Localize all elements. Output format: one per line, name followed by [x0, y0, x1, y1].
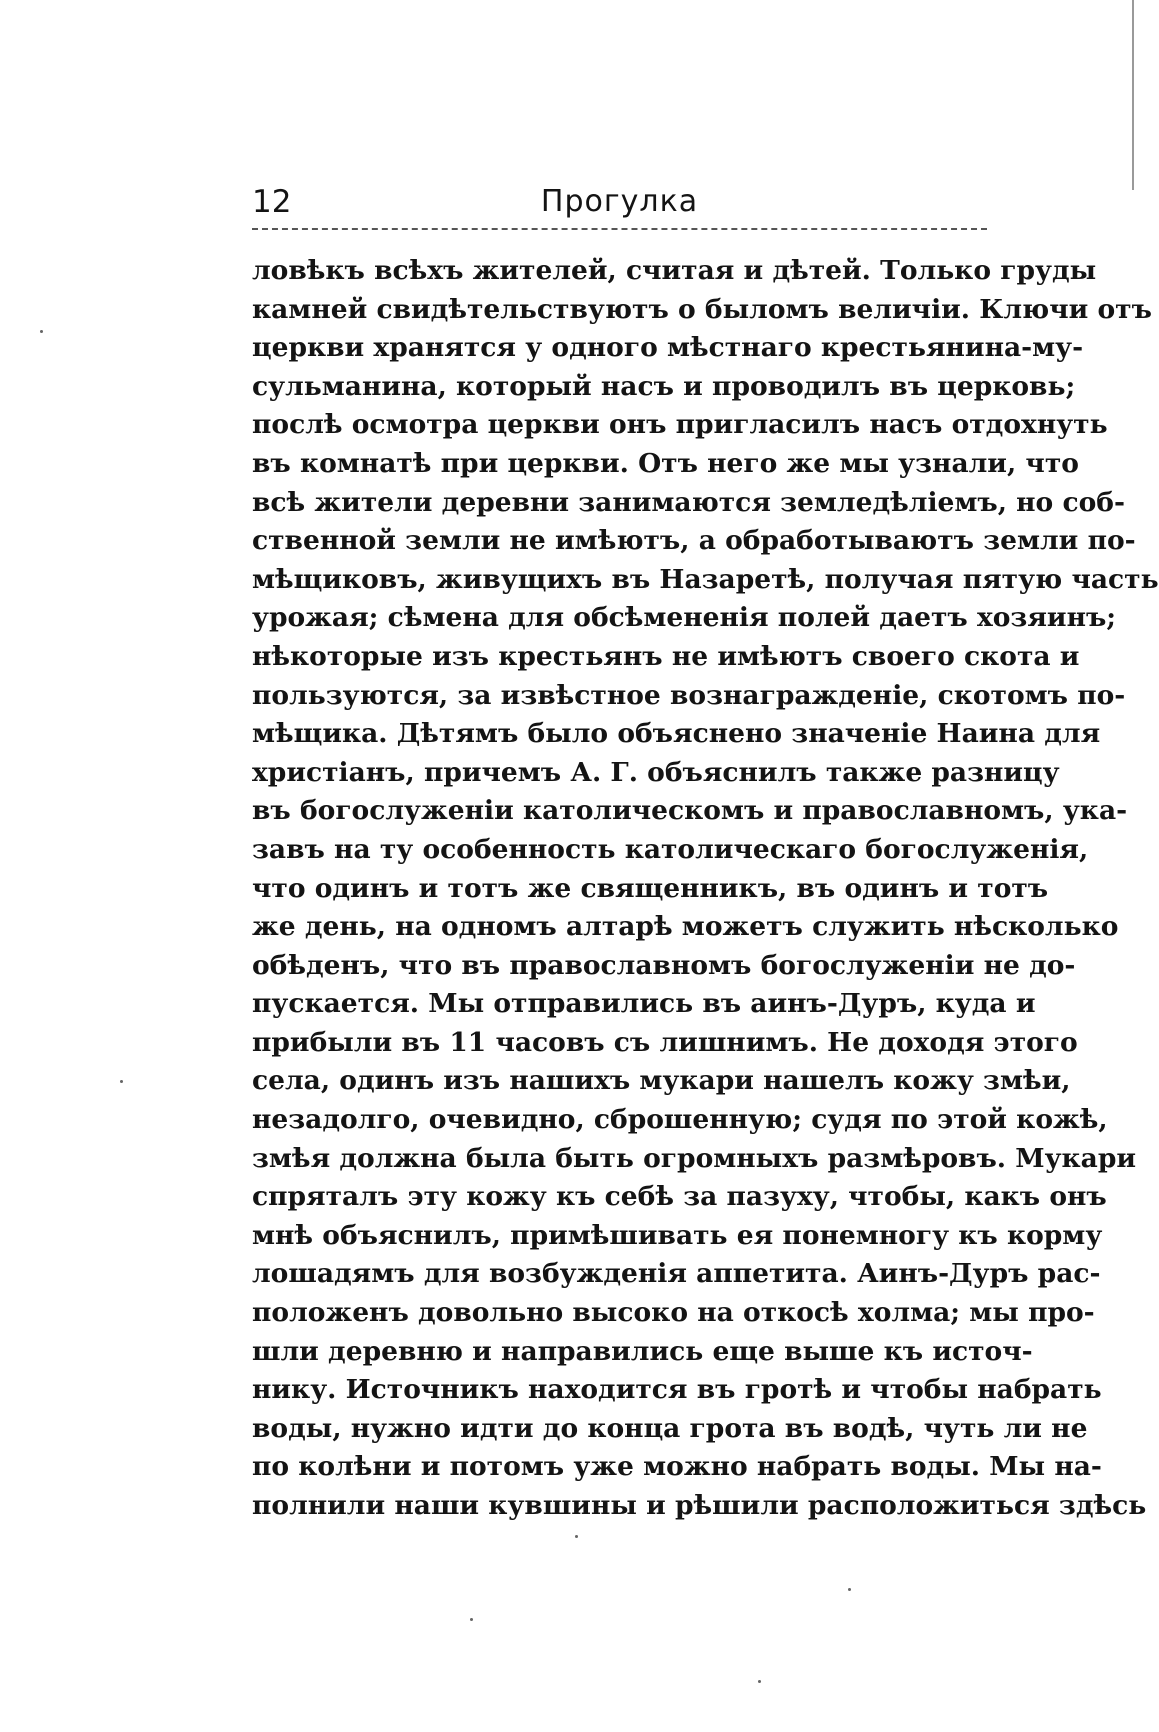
running-title: Прогулка [540, 184, 699, 219]
text-line: незадолго, очевидно, сброшенную; судя по этой кожѣ, [252, 1104, 1108, 1136]
text-line: нѣкоторые изъ крестьянъ не имѣютъ своего скота и [252, 640, 1080, 672]
text-line: мѣщиковъ, живущихъ въ Назаретѣ, получая пятую часть [252, 563, 1159, 595]
text-line: церкви хранятся у одного мѣстнаго крестьянина-му- [252, 332, 1084, 364]
scan-speck [848, 1588, 851, 1591]
text-line: лошадямъ для возбужденія аппетита. Аинъ-Дуръ рас- [252, 1258, 1101, 1290]
text-line: села, одинъ изъ нашихъ мукари нашелъ кожу змѣи, [252, 1065, 1071, 1097]
header-rule [252, 228, 987, 230]
scan-speck [470, 1618, 473, 1621]
text-line: нику. Источникъ находится въ гротѣ и чтобы набрать [252, 1374, 1102, 1406]
text-line: прибыли въ 11 часовъ съ лишнимъ. Не доходя этого [252, 1026, 1078, 1058]
text-line: что одинъ и тотъ же священникъ, въ одинъ и тотъ [252, 872, 1049, 904]
text-line: пользуются, за извѣстное вознагражденіе, скотомъ по- [252, 679, 1126, 711]
text-line: мѣщика. Дѣтямъ было объяснено значеніе Наина для [252, 718, 1101, 750]
text-line: камней свидѣтельствуютъ о быломъ величіи. Ключи отъ [252, 293, 1152, 325]
text-line: пускается. Мы отправились въ аинъ-Дуръ, куда и [252, 988, 1036, 1020]
text-line: сульманина, который насъ и проводилъ въ церковь; [252, 370, 1076, 402]
page-header [252, 180, 987, 230]
scan-speck [758, 1680, 761, 1683]
text-line: обѣденъ, что въ православномъ богослуженіи не до- [252, 949, 1076, 981]
text-line: полнили наши кувшины и рѣшили расположиться здѣсь [252, 1490, 1147, 1521]
text-line: спряталъ эту кожу къ себѣ за пазуху, чтобы, какъ онъ [252, 1181, 1107, 1213]
text-line: мнѣ объяснилъ, примѣшивать ея понемногу къ корму [252, 1219, 1103, 1251]
text-line: по колѣни и потомъ уже можно набрать воды. Мы на- [252, 1451, 1102, 1483]
text-line: завъ на ту особенность католическаго богослуженія, [252, 833, 1089, 865]
text-line: всѣ жители деревни занимаются земледѣліемъ, но соб- [252, 486, 1125, 518]
scan-speck [575, 1535, 578, 1538]
body-text [252, 252, 1159, 1526]
text-line: урожая; сѣмена для обсѣмененія полей даетъ хозяинъ; [252, 602, 1117, 634]
text-line: змѣя должна была быть огромныхъ размѣровъ. Мукари [252, 1142, 1137, 1174]
page-edge-mark [1132, 0, 1140, 190]
text-line: христіанъ, причемъ А. Г. объяснилъ также разницу [252, 756, 1060, 788]
scan-speck [40, 330, 43, 333]
text-line: ственной земли не имѣютъ, а обработываютъ земли по- [252, 525, 1136, 557]
text-line: воды, нужно идти до конца грота въ водѣ, чуть ли не [252, 1412, 1088, 1444]
text-line: въ комнатѣ при церкви. Отъ него же мы узнали, что [252, 447, 1079, 479]
text-line: ловѣкъ всѣхъ жителей, считая и дѣтей. Только груды [252, 255, 1097, 286]
text-line: же день, на одномъ алтарѣ можетъ служить нѣсколько [252, 911, 1119, 943]
text-line: шли деревню и направились еще выше къ источ- [252, 1335, 1033, 1367]
page-number: 12 [252, 184, 292, 220]
scan-speck [120, 1080, 123, 1083]
text-line: въ богослуженіи католическомъ и православномъ, ука- [252, 795, 1128, 827]
text-line: положенъ довольно высоко на откосѣ холма; мы про- [252, 1297, 1095, 1329]
text-line: послѣ осмотра церкви онъ пригласилъ насъ отдохнуть [252, 409, 1108, 441]
